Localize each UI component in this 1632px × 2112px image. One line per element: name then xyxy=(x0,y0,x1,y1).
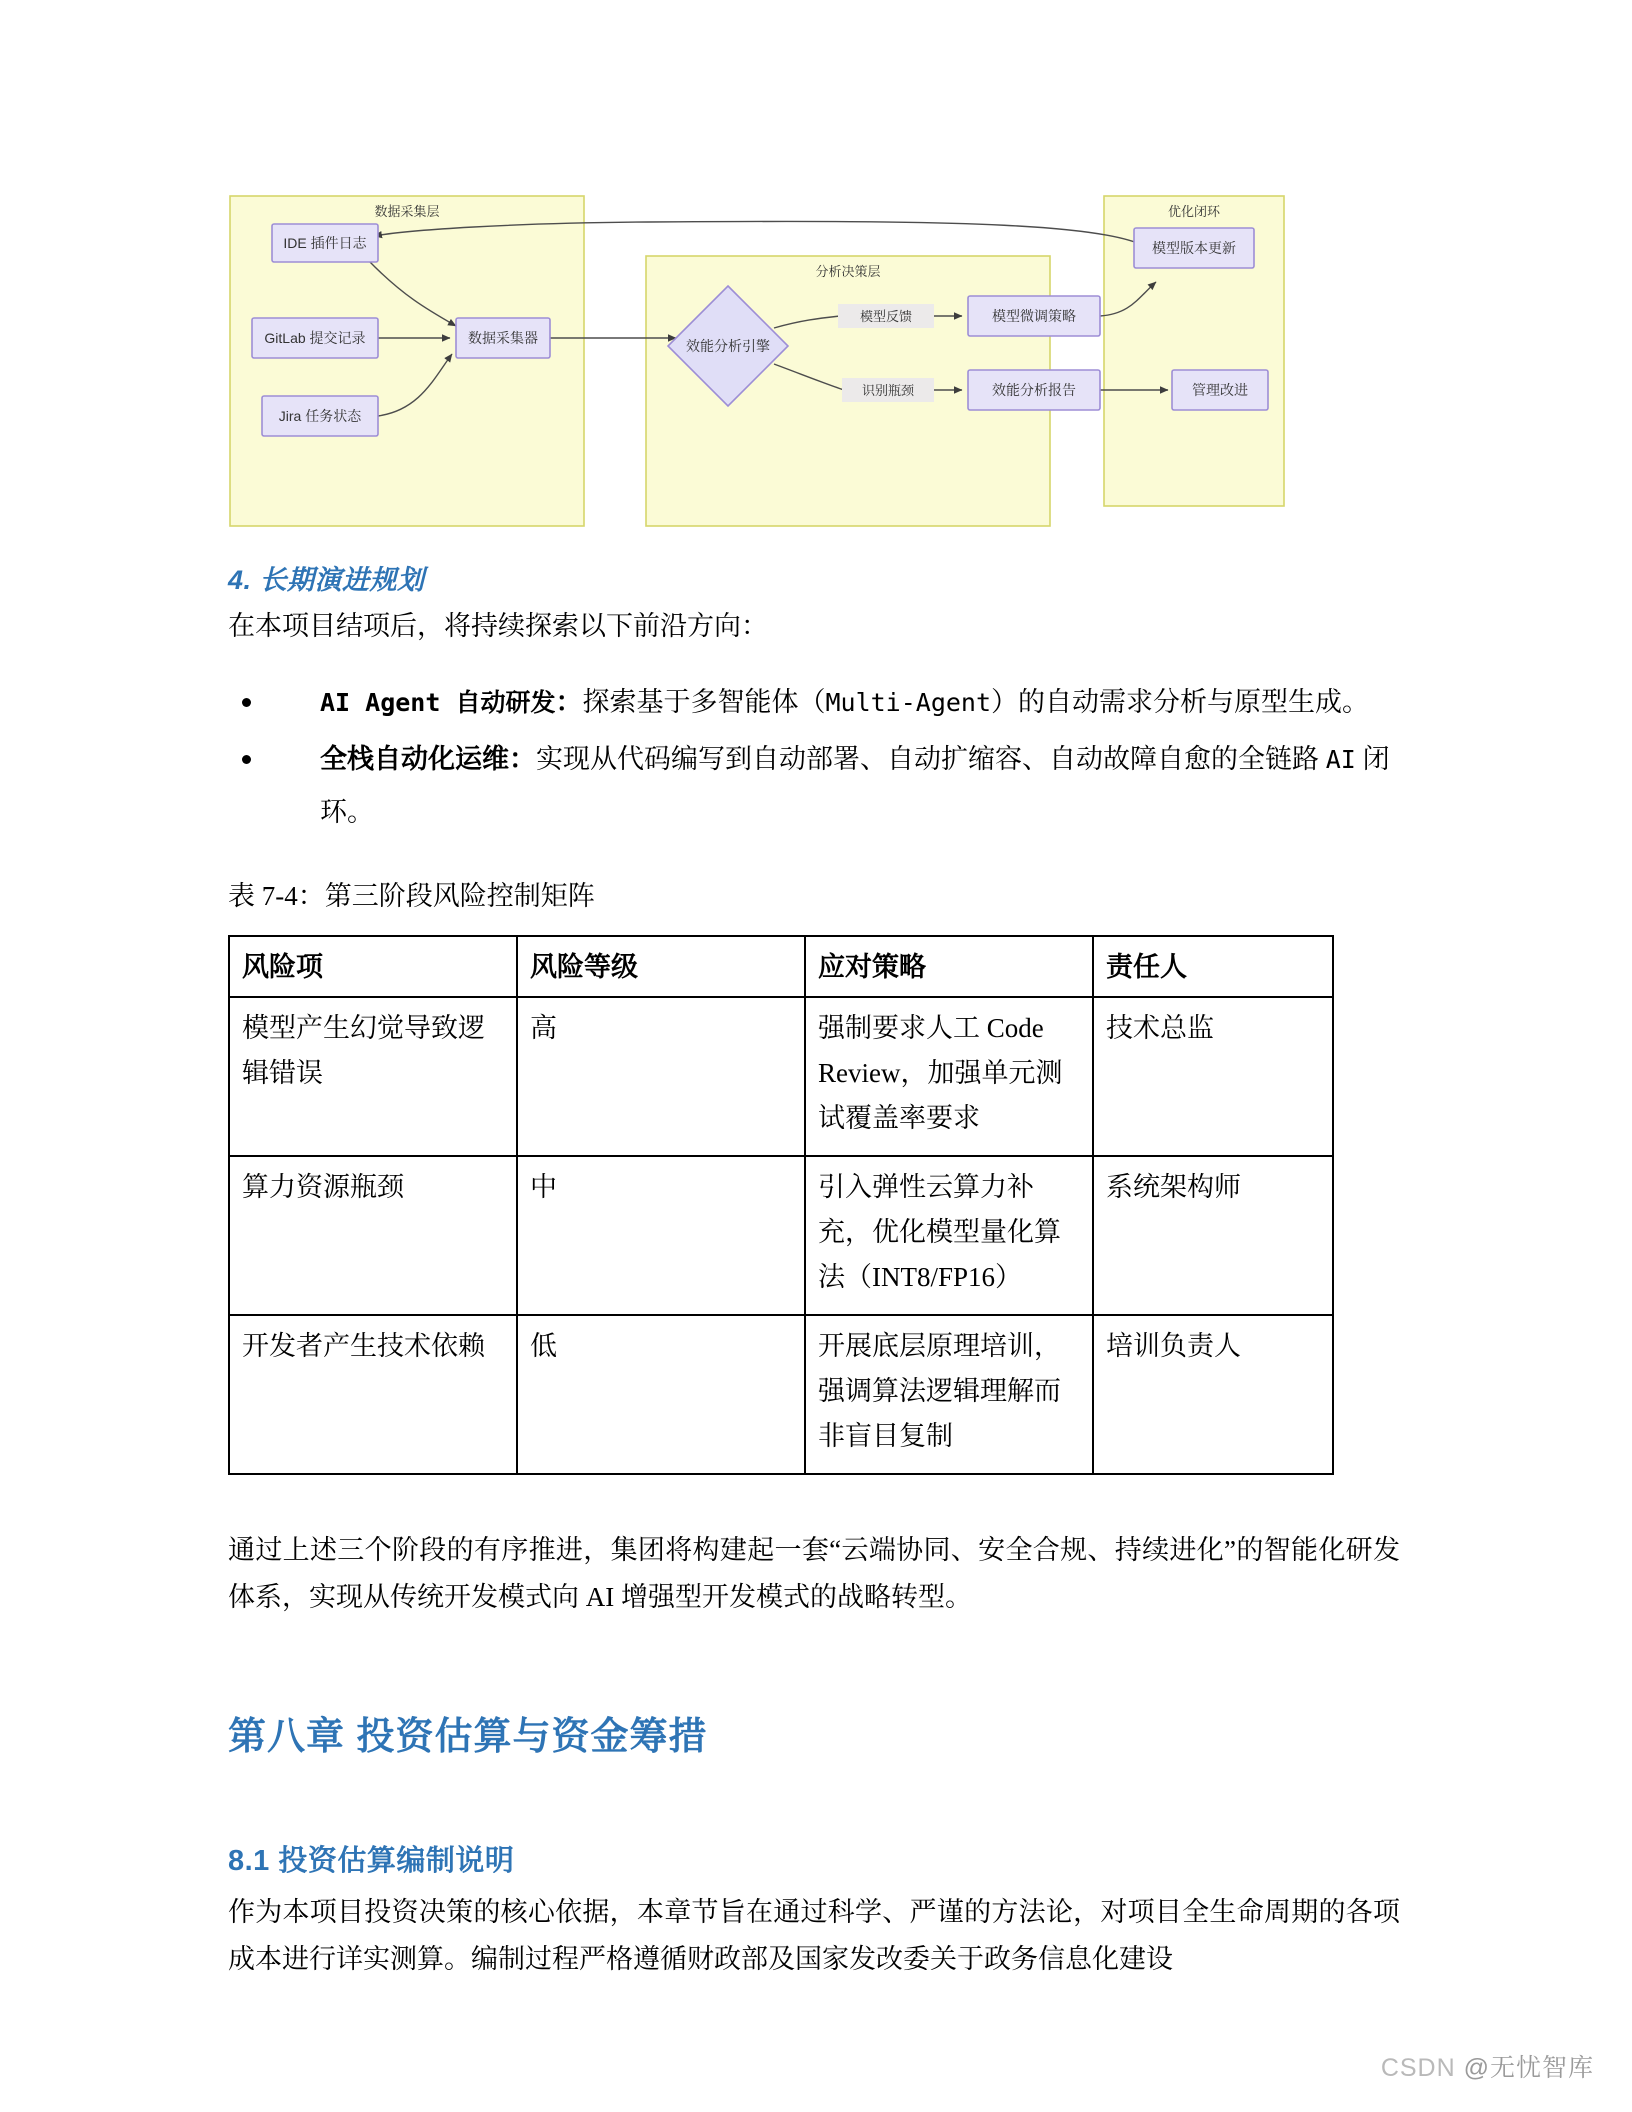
table-cell-level: 低 xyxy=(517,1315,805,1474)
table-cell-risk: 算力资源瓶颈 xyxy=(229,1156,517,1315)
diagram-node-jira xyxy=(262,396,378,436)
diagram-node-collector xyxy=(456,318,550,358)
table-header-cell: 风险项 xyxy=(229,936,517,997)
diagram-edge-label-feedback xyxy=(838,304,934,328)
diagram-group-title: 分析决策层 xyxy=(815,264,881,279)
edge-label-text: 识别瓶颈 xyxy=(861,383,915,398)
bullet-desc-mono: AI xyxy=(1325,745,1356,774)
diagram-node-label: 效能分析引擎 xyxy=(686,338,770,354)
bullet-list xyxy=(228,676,1400,838)
diagram-node-label: 数据采集器 xyxy=(468,330,538,346)
diagram-node-tune xyxy=(968,296,1100,336)
table-cell-level: 高 xyxy=(517,997,805,1156)
diagram-node-report xyxy=(968,370,1100,410)
diagram-edge-label-bottleneck xyxy=(842,378,934,402)
document-body xyxy=(228,558,1400,1983)
table-cell-level: 中 xyxy=(517,1156,805,1315)
table-header-cell: 责任人 xyxy=(1093,936,1333,997)
subsection-paragraph: 作为本项目投资决策的核心依据，本章节旨在通过科学、严谨的方法论，对项目全生命周期的各项成本进行详实测算。编制过程严格遵循财政部及国家发改委关于政务信息化建设 xyxy=(228,1897,1400,1974)
bullet-desc-part1: 实现从代码编写到自动部署、自动扩缩容、自动故障自愈的全链路 xyxy=(536,744,1326,774)
bullet-separator: ： xyxy=(555,687,583,717)
closing-paragraph: 通过上述三个阶段的有序推进，集团将构建起一套“云端协同、安全合规、持续进化”的智能化研发体系，实现从传统开发模式向 AI 增强型开发模式的战略转型。 xyxy=(228,1535,1400,1612)
diagram-node-label: Jira 任务状态 xyxy=(278,408,362,424)
diagram-group-title: 数据采集层 xyxy=(374,204,440,219)
bullet-separator: ： xyxy=(509,744,536,774)
edge-label-text: 模型反馈 xyxy=(859,309,913,324)
table-cell-risk: 模型产生幻觉导致逻辑错误 xyxy=(229,997,517,1156)
intro-paragraph: 在本项目结项后，将持续探索以下前沿方向： xyxy=(228,611,768,641)
table-row xyxy=(229,1156,1333,1315)
diagram-node-label: IDE 插件日志 xyxy=(283,235,367,251)
table-row xyxy=(229,1315,1333,1474)
diagram-node-label: 模型微调策略 xyxy=(992,308,1076,324)
table-cell-owner: 技术总监 xyxy=(1093,997,1333,1156)
table-cell-strategy: 引入弹性云算力补充，优化模型量化算法（INT8/FP16） xyxy=(805,1156,1093,1315)
bullet-desc-mono: Multi-Agent xyxy=(825,688,992,717)
architecture-diagram xyxy=(228,178,1328,546)
list-item xyxy=(228,733,1400,838)
table-cell-owner: 系统架构师 xyxy=(1093,1156,1333,1315)
table-header-cell: 应对策略 xyxy=(805,936,1093,997)
table-cell-owner: 培训负责人 xyxy=(1093,1315,1333,1474)
table-row xyxy=(229,997,1333,1156)
risk-control-table xyxy=(228,935,1334,1475)
table-caption: 表 7-4：第三阶段风险控制矩阵 xyxy=(228,881,595,911)
bullet-desc-part2: 闭环。 xyxy=(320,744,1390,827)
diagram-node-version xyxy=(1134,228,1254,268)
table-cell-strategy: 开展底层原理培训，强调算法逻辑理解而非盲目复制 xyxy=(805,1315,1093,1474)
watermark-prefix: CSDN xyxy=(1380,2054,1464,2082)
watermark-brand: @无忧智库 xyxy=(1463,2054,1594,2082)
list-item xyxy=(228,676,1400,729)
diagram-node-manage xyxy=(1172,370,1268,410)
diagram-node-label: GitLab 提交记录 xyxy=(264,330,366,346)
table-header-cell: 风险等级 xyxy=(517,936,805,997)
diagram-node-label: 效能分析报告 xyxy=(992,382,1076,398)
table-header-row xyxy=(229,936,1333,997)
watermark xyxy=(1381,2048,1594,2084)
diagram-node-gitlab xyxy=(252,318,378,358)
bullet-term: AI Agent 自动研发 xyxy=(320,688,556,717)
diagram-node-label: 管理改进 xyxy=(1192,382,1248,398)
subsection-heading: 8.1 投资估算编制说明 xyxy=(228,1845,515,1877)
bullet-term: 全栈自动化运维 xyxy=(320,744,509,774)
diagram-group-title: 优化闭环 xyxy=(1167,204,1221,219)
table-cell-strategy: 强制要求人工 Code Review，加强单元测试覆盖率要求 xyxy=(805,997,1093,1156)
diagram-node-ide xyxy=(272,224,378,262)
section-heading-long-term-plan: 4. 长期演进规划 xyxy=(228,565,425,595)
bullet-desc-part2: ）的自动需求分析与原型生成。 xyxy=(991,687,1370,717)
chapter-heading: 第八章 投资估算与资金筹措 xyxy=(228,1716,708,1758)
table-cell-risk: 开发者产生技术依赖 xyxy=(229,1315,517,1474)
bullet-desc-part1: 探索基于多智能体（ xyxy=(582,687,826,717)
diagram-node-label: 模型版本更新 xyxy=(1152,240,1236,256)
